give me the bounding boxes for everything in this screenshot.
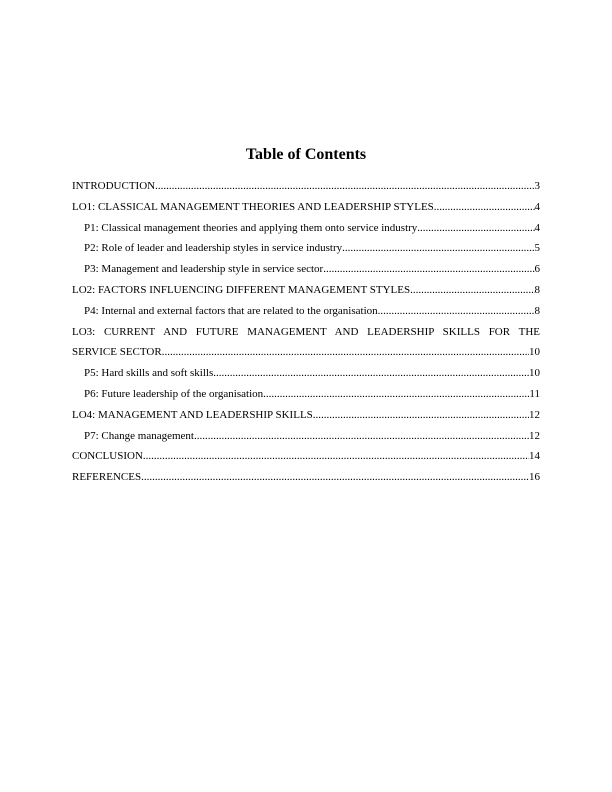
toc-entry-page: 3	[534, 180, 540, 192]
table-of-contents	[72, 176, 540, 488]
toc-entry-page: 6	[534, 263, 540, 276]
toc-entry-lo3[interactable]	[72, 322, 540, 364]
toc-leader-dots	[342, 238, 534, 259]
toc-entry-page: 12	[529, 429, 540, 442]
toc-entry-text: LO1: CLASSICAL MANAGEMENT THEORIES AND LEADERSHIP STYLES	[72, 200, 434, 213]
toc-entry-text-line2: SERVICE SECTOR	[72, 346, 162, 359]
toc-entry-p3[interactable]	[72, 259, 540, 280]
toc-entry-conclusion[interactable]	[72, 446, 540, 467]
toc-entry-p4[interactable]	[72, 301, 540, 322]
toc-entry-page: 10	[529, 367, 540, 380]
toc-entry-introduction[interactable]	[72, 176, 540, 197]
toc-leader-dots	[155, 176, 534, 197]
toc-leader-dots	[141, 467, 529, 488]
toc-entry-text: P3: Management and leadership style in service sector	[84, 263, 324, 276]
toc-entry-p5[interactable]	[72, 363, 540, 384]
toc-entry-lo1[interactable]	[72, 197, 540, 218]
toc-entry-text-line1: LO3: CURRENT AND FUTURE MANAGEMENT AND LEADERSHIP SKILLS FOR THE	[72, 325, 540, 338]
toc-entry-p1[interactable]	[72, 218, 540, 239]
toc-title: Table of Contents	[245, 146, 367, 163]
toc-entry-text: INTRODUCTION	[72, 180, 156, 192]
toc-leader-dots	[213, 363, 529, 384]
toc-leader-dots	[323, 259, 534, 280]
toc-entry-p6[interactable]	[72, 384, 540, 405]
toc-entry-page: 4	[534, 200, 540, 213]
toc-entry-page: 16	[529, 471, 540, 484]
toc-leader-dots	[263, 384, 529, 405]
toc-entry-lo2[interactable]	[72, 280, 540, 301]
toc-entry-text: P6: Future leadership of the organisation	[84, 387, 264, 400]
toc-entry-text: CONCLUSION	[72, 450, 143, 463]
toc-entry-text: P5: Hard skills and soft skills	[84, 367, 214, 380]
toc-entry-lo4[interactable]	[72, 405, 540, 426]
toc-leader-dots	[417, 218, 534, 239]
toc-leader-dots	[162, 342, 529, 363]
toc-entry-page: 8	[534, 304, 540, 317]
toc-entry-p2[interactable]	[72, 238, 540, 259]
toc-leader-dots	[313, 405, 529, 426]
toc-leader-dots	[410, 280, 534, 301]
toc-entry-page: 14	[529, 450, 540, 463]
toc-entry-page: 12	[529, 408, 540, 421]
toc-entry-text: P1: Classical management theories and applying them onto service industry	[84, 221, 418, 234]
toc-leader-dots	[434, 197, 535, 218]
toc-entry-text: P4: Internal and external factors that are related to the organisation	[84, 304, 378, 317]
toc-entry-text: REFERENCES	[72, 471, 142, 484]
toc-leader-dots	[143, 446, 529, 467]
toc-entry-page: 10	[529, 346, 540, 359]
toc-entry-p7[interactable]	[72, 426, 540, 447]
toc-entry-text: LO2: FACTORS INFLUENCING DIFFERENT MANAGEMENT STYLES	[72, 283, 411, 296]
toc-entry-references[interactable]	[72, 467, 540, 488]
toc-entry-page: 5	[534, 242, 540, 255]
toc-entry-page: 8	[534, 283, 540, 296]
toc-entry-text: P2: Role of leader and leadership styles in service industry	[84, 242, 343, 255]
toc-leader-dots	[378, 301, 535, 322]
toc-entry-text: P7: Change management	[84, 429, 194, 442]
toc-entry-text: LO4: MANAGEMENT AND LEADERSHIP SKILLS	[72, 408, 313, 421]
toc-entry-page: 4	[534, 221, 540, 234]
toc-entry-page: 11	[529, 387, 540, 400]
toc-leader-dots	[194, 426, 529, 447]
